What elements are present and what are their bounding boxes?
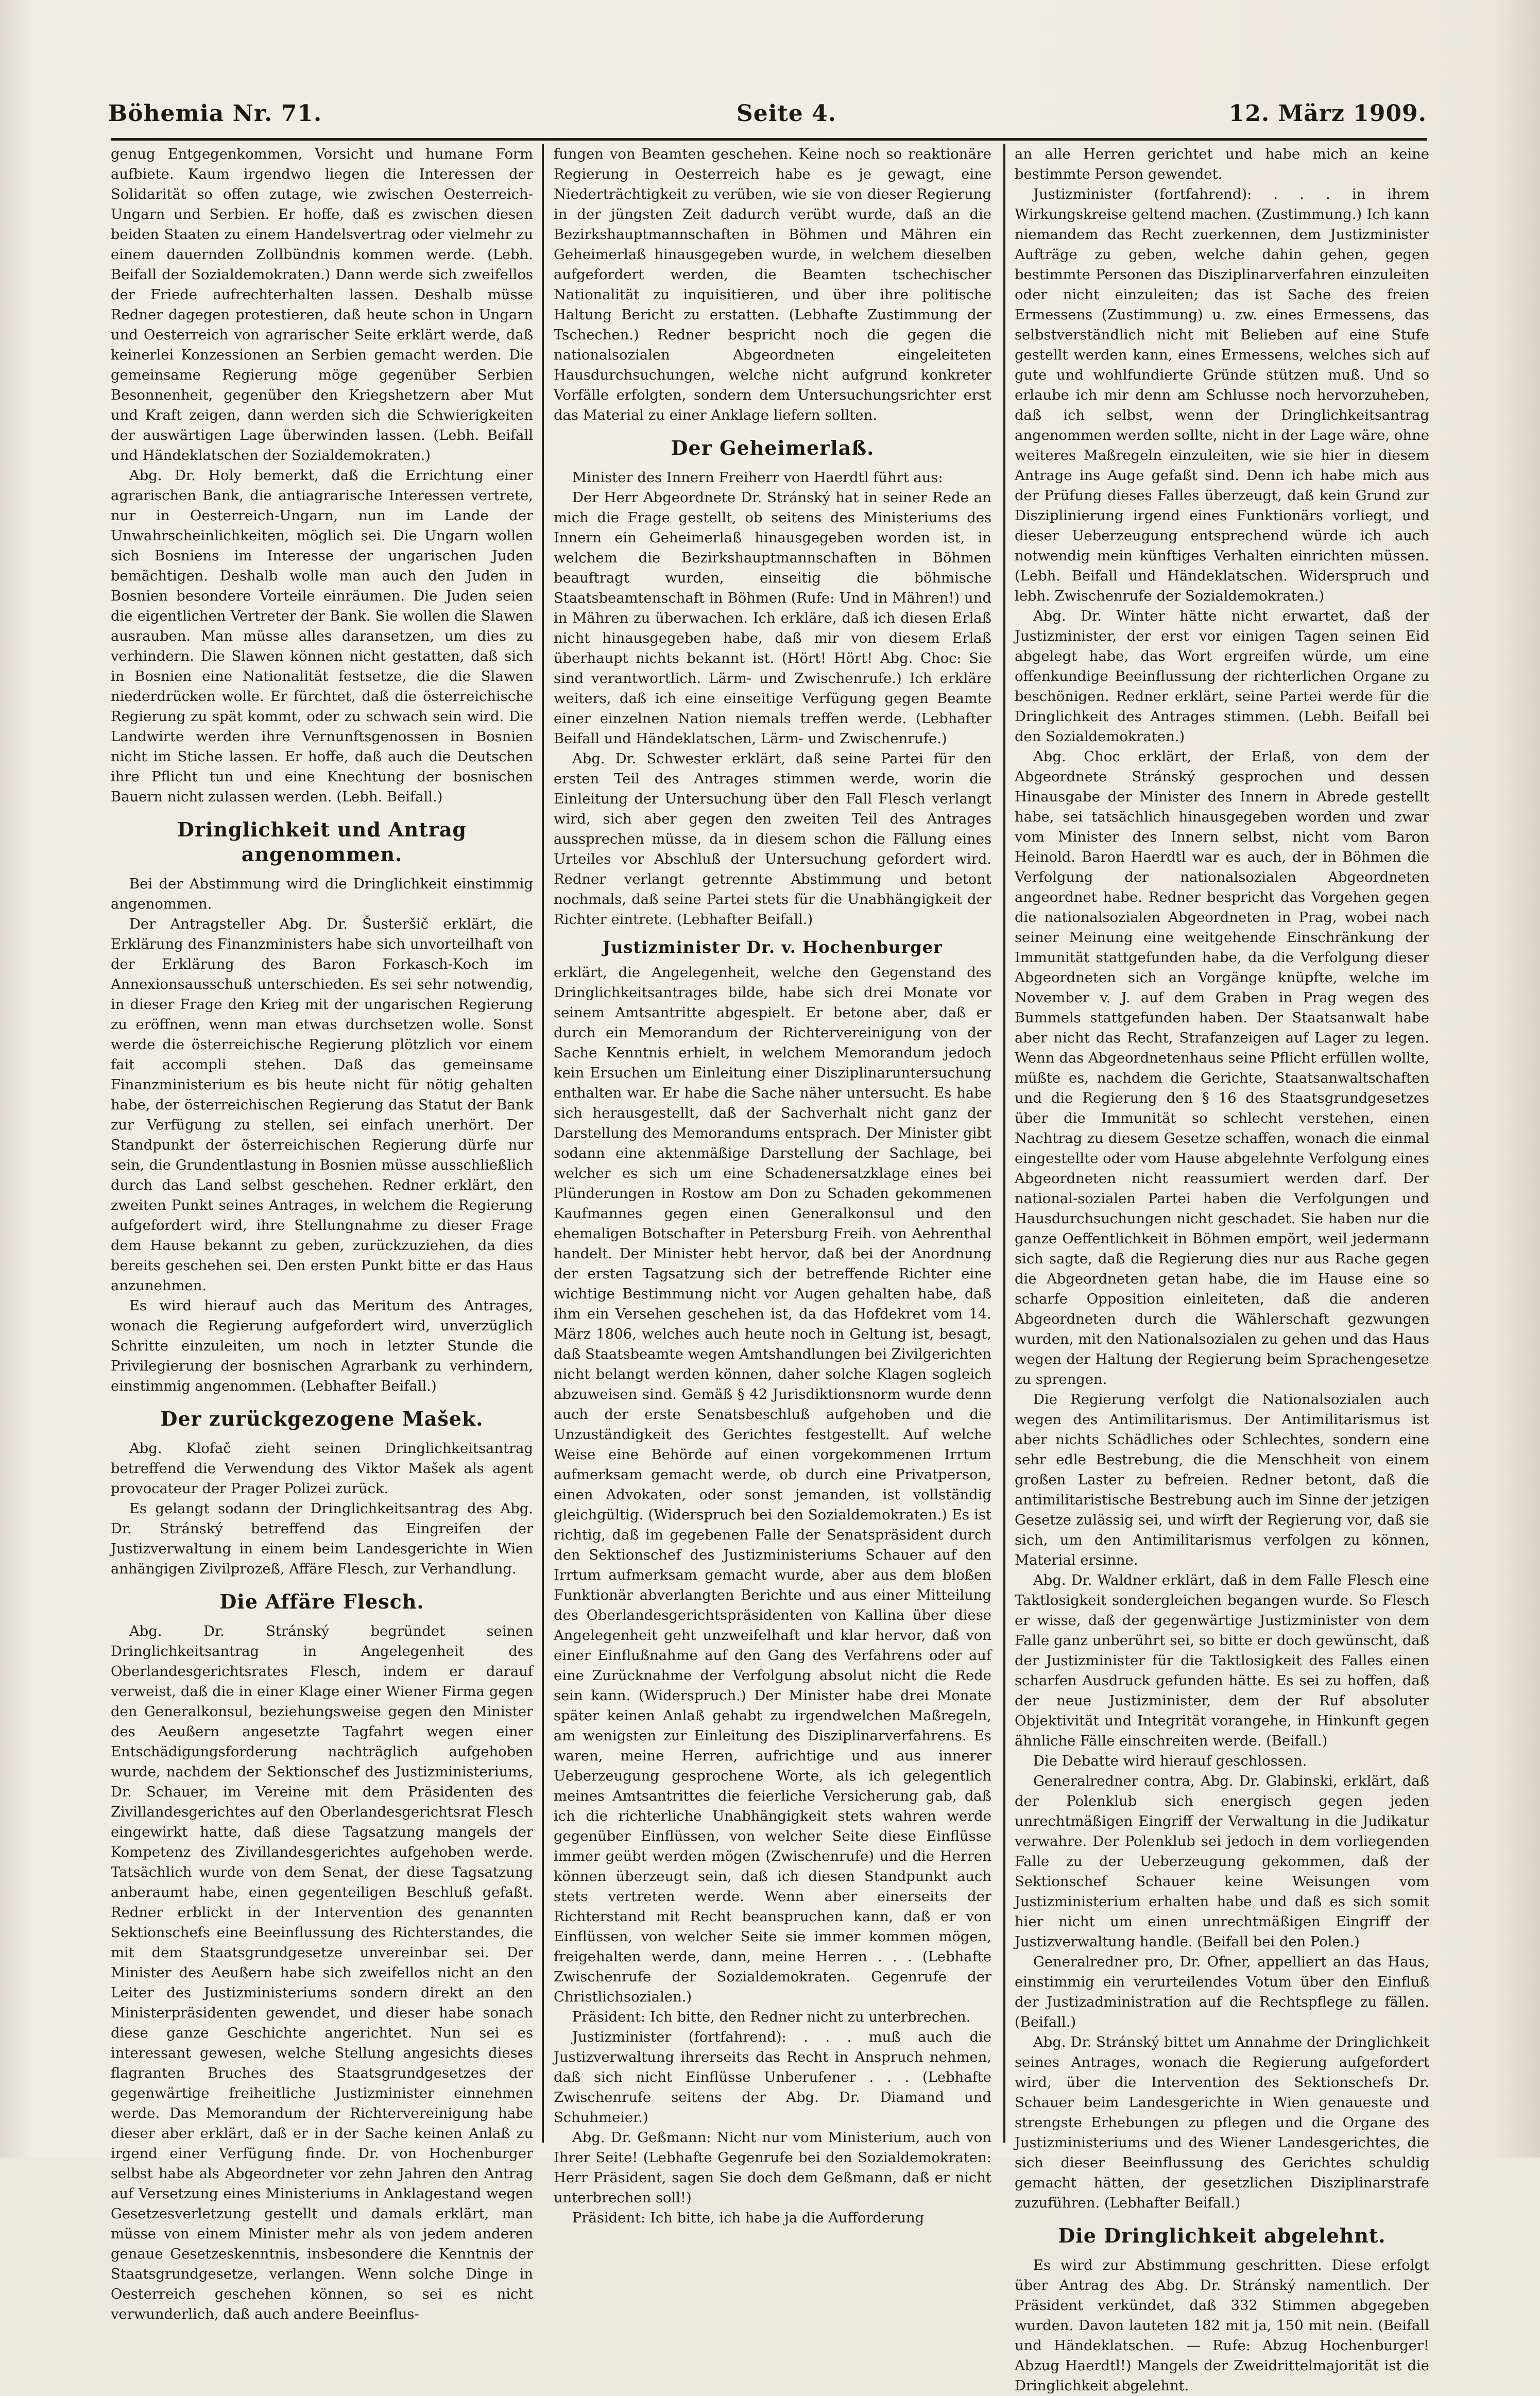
paragraph: Es gelangt sodann der Dringlichkeitsantrag des Abg. Dr. Stránský betreffend das Eingreifen der Justizverwaltung in einem beim Landesgerichte in Wien anhängigen Zivilprozeß, Affäre Flesch, zur Verhandlung. [111,1501,533,1577]
paragraph: Minister des Innern Freiherr von Haerdtl führt aus: [572,470,943,486]
section-heading: Dringlichkeit und Antrag angenommen. [177,818,467,866]
paragraph: genug Entgegenkommen, Vorsicht und humane Form aufbiete. Kaum irgendwo liegen die Interessen der Solidarität so offen zutage, wie zwischen Oesterreich-Ungarn und Serbien. Er hoffe, daß es zwischen diesen beiden Staaten zu einem Handelsvertrag oder vielmehr zu einem dauernden Zollbündnis kommen werde. (Lebh. Beifall der Sozialdemokraten.) Dann werde sich zweifellos der Friede aufrechterhalten lassen. Deshalb müsse Redner dagegen protestieren, daß heute schon in Ungarn und Oesterreich von agrarischer Seite erklärt werde, daß keinerlei Konzessionen an Serbien gemacht werden. Die gemeinsame Regierung möge gegenüber Serbien Besonnenheit, gegenüber den Kriegshetzern aber Mut und Kraft zeigen, dann werden sich die Schwierigkeiten der auswärtigen Lage überwinden lassen. (Lebh. Beifall und Händeklatschen der Sozialdemokraten.) [111,146,533,464]
paragraph: Präsident: Ich bitte, ich habe ja die Aufforderung [572,2210,925,2226]
paragraph: Abg. Dr. Winter hätte nicht erwartet, daß der Justizminister, der erst vor einigen Tagen seinen Eid abgelegt habe, das Wort ergreifen würde, um eine offenkundige Beeinflussung der richterlichen Organe zu beschönigen. Redner erklärt, seine Partei werde für die Dringlichkeit des Antrages stimmen. (Lebh. Beifall bei den Sozialdemokraten.) [1015,608,1429,745]
paragraph: Generalredner contra, Abg. Dr. Glabinski, erklärt, daß der Polenklub sich energisch gegen jeden unrechtmäßigen Eingriff der Verwaltung in die Judikatur verwahre. Der Polenklub sei jedoch in dem vorliegenden Falle zu der Ueberzeugung gekommen, daß der Sektionschef Schauer keine Weisungen vom Justizministerium erhalten habe und daß es sich somit hier nicht um einen unrechtmäßigen Eingriff der Justizverwaltung handle. (Beifall bei den Polen.) [1015,1773,1429,1950]
section-heading: Der zurückgezogene Mašek. [160,1407,484,1430]
paragraph: Präsident: Ich bitte, den Redner nicht zu unterbrechen. [572,2009,971,2025]
paragraph: Es wird zur Abstimmung geschritten. Diese erfolgt über Antrag des Abg. Dr. Stránský namentlich. Der Präsident verkündet, daß 332 Stimmen abgegeben wurden. Davon lauteten 182 mit ja, 150 mit nein. (Beifall und Händeklatschen. — Rufe: Abzug Hochenburger! Abzug Haerdtl!) Mangels der Zweidrittelmajorität ist die Dringlichkeit abgelehnt. [1015,2257,1429,2394]
paragraph: an alle Herren gerichtet und habe mich an keine bestimmte Person gewendet. [1015,146,1429,182]
paragraph: Abg. Dr. Waldner erklärt, daß in dem Falle Flesch eine Taktlosigkeit sondergleichen begangen wurde. So Flesch er wisse, daß der gegenwärtige Justizminister von dem Falle ganz unberührt sei, so bitte er doch gewünscht, daß der Justizminister für die Taktlosigkeit des Falles einen scharfen Ausdruck gefunden hätte. Es sei zu hoffen, daß der neue Justizminister, dem der Ruf absoluter Objektivität und Integrität vorangehe, in Hinkunft gegen ähnliche Fälle einschreiten werde. (Beifall.) [1015,1572,1429,1749]
paragraph: Es wird hierauf auch das Meritum des Antrages, wonach die Regierung aufgefordert wird, unverzüglich Schritte einzuleiten, um noch in letzter Stunde die Privilegierung der bosnischen Agrarbank zu verhindern, einstimmig angenommen. (Lebhafter Beifall.) [111,1298,533,1394]
paragraph: Die Debatte wird hierauf geschlossen. [1033,1753,1307,1769]
paragraph: Abg. Dr. Schwester erklärt, daß seine Partei für den ersten Teil des Antrages stimmen werde, worin die Einleitung der Untersuchung über den Fall Flesch verlangt wird, sich aber gegen den zweiten Teil des Antrages aussprechen müsse, da in diesem schon die Fällung eines Urteiles vor Abschluß der Untersuchung gefordert wird. Redner verlangt getrennte Abstimmung und betont nochmals, daß seine Partei stets für die Unabhängigkeit der Richter eintrete. (Lebhafter Beifall.) [554,751,991,928]
page-number: Seite 4. [737,100,837,127]
column-3 [1015,144,1429,2394]
section-heading: Die Affäre Flesch. [219,1590,424,1613]
paragraph: fungen von Beamten geschehen. Keine noch so reaktionäre Regierung in Oesterreich habe es je gewagt, eine Niederträchtigkeit zu verüben, wie sie von dieser Regierung in der jüngsten Zeit dadurch verübt wurde, daß an die Bezirkshauptmannschaften in Böhmen und Mähren ein Geheimerlaß hinausgegeben wurde, in welchem dieselben aufgefordert werden, die Beamten tschechischer Nationalität zu inquisitieren, und über ihre politische Haltung Bericht zu erstatten. (Lebhafte Zustimmung der Tschechen.) Redner bespricht noch die gegen die nationalsozialen Abgeordneten eingeleiteten Hausdurchsuchungen, welche nicht aufgrund konkreter Vorfälle erfolgten, sondern dem Untersuchungsrichter erst das Material zu einer Anklage liefern sollten. [554,146,991,423]
paragraph: Der Antragsteller Abg. Dr. Šusteršič erklärt, die Erklärung des Finanzministers habe sich unvorteilhaft von der Erklärung des Baron Forkasch-Koch im Annexionsausschuß unterschieden. Es sei sehr notwendig, in dieser Frage den Krieg mit der ungarischen Regierung zu eröffnen, wenn man etwas durchsetzen wolle. Sonst werde die österreichische Regierung plötzlich vor einem fait accompli stehen. Daß das gemeinsame Finanzministerium es bis heute nicht für nötig gehalten habe, der österreichischen Regierung das Statut der Bank zur Verfügung zu stellen, sei einfach unerhört. Der Standpunkt der österreichischen Regierung dürfe nur sein, die Grundentlastung in Bosnien müsse ausschließlich durch das Land selbst geschehen. Redner erklärt, den zweiten Punkt seines Antrages, in welchem die Regierung aufgefordert wird, ihre Stellungnahme zu dieser Frage dem Hause bekannt zu geben, zurückzuziehen, da dies bereits geschehen sei. Den ersten Punkt bitte er das Haus anzunehmen. [111,916,533,1294]
column-rule-2 [1003,144,1005,2143]
paragraph: Abg. Choc erklärt, der Erlaß, von dem der Abgeordnete Stránský gesprochen und dessen Hinausgabe der Minister des Innern in Abrede gestellt habe, sei tatsächlich hinausgegeben worden und zwar vom Minister des Innern selbst, nicht vom Baron Heinold. Baron Haerdtl war es auch, der in Böhmen die Verfolgung der nationalsozialen Abgeordneten angeordnet habe. Redner bespricht das Vorgehen gegen die nationalsozialen Abgeordneten in Prag, wobei nach seiner Meinung eine weitgehende Einschränkung der Immunität stattgefunden habe, da die Verfolgung dieser Abgeordneten sich an Vorgänge knüpfte, welche im November v. J. auf dem Graben in Prag wegen des Bummels stattgefunden haben. Der Staatsanwalt habe aber nicht das Recht, Strafanzeigen auf Lager zu legen. Wenn das Abgeordnetenhaus seine Pflicht erfüllen wollte, müßte es, nachdem die Gerichte, Staatsanwaltschaften und die Regierung den § 16 des Staatsgrundgesetzes über die Immunität so schlecht verstehen, einen Nachtrag zu diesem Gesetze schaffen, wonach die einmal eingestellte oder vom Hause abgelehnte Verfolgung eines Abgeordneten nicht reassumiert werden darf. Der national-sozialen Partei haben die Verfolgungen und Hausdurchsuchungen nicht geschadet. Sie haben nur die ganze Oeffentlichkeit in Böhmen empört, weil jedermann sich sagte, daß die Regierung dies nur aus Rache gegen die Abgeordneten getan habe, die im Hause eine so scharfe Opposition einleiteten, daß die anderen Abgeordneten durch die Wählerschaft gezwungen wurden, mit den Nationalsozialen zu gehen und das Haus wegen der Haltung der Regierung beim Sprachengesetze zu sprengen. [1015,749,1429,1388]
paragraph: Die Regierung verfolgt die Nationalsozialen auch wegen des Antimilitarismus. Der Antimilitarismus ist aber nichts Schädliches oder Schlechtes, sondern eine sehr edle Bestrebung, die die Menschheit von einem großen Laster zu befreien. Redner betont, daß die antimilitaristische Bestrebung auch im Sinne der jetzigen Gesetze zulässig sei, und wirft der Regierung vor, daß sie sich, um den Antimilitarismus verfolgen zu können, Material ersinne. [1015,1392,1429,1568]
masthead-issue: Böhemia Nr. 71. [108,100,322,127]
header-rule [111,138,1427,141]
paragraph: Justizminister (fortfahrend): . . . muß auch die Justizverwaltung ihrerseits das Recht in Anspruch nehmen, daß sich nicht Einflüsse Unberufener . . . (Lebhafte Zwischenrufe seitens der Abg. Dr. Diamand und Schuhmeier.) [554,2029,991,2126]
section-heading: Der Geheimerlaß. [671,436,875,459]
paragraph: Abg. Dr. Holy bemerkt, daß die Errichtung einer agrarischen Bank, die antiagrarische Interessen vertrete, nur in Oesterreich-Ungarn, nun im Lande der Unwahrscheinlichkeiten, möglich sei. Die Ungarn wollen sich Bosniens im Interesse der ungarischen Juden bemächtigen. Deshalb wolle man auch den Juden in Bosnien besondere Vorteile einräumen. Die Juden seien die eigentlichen Vertreter der Bank. Sie wollen die Slawen ausrauben. Man müsse alles daransetzen, um dies zu verhindern. Die Slawen können nicht gestatten, daß sich in Bosnien eine Nationalität festsetze, die die Slawen niederdrücken wolle. Er fürchtet, daß die österreichische Regierung zu spät kommt, oder zu schwach sein wird. Die Landwirte werden ihre Vernunftsgenossen in Bosnien nicht im Stiche lassen. Er hoffe, daß auch die Deutschen ihre Pflicht tun und eine Knechtung der bosnischen Bauern nicht zulassen werden. (Lebh. Beifall.) [111,468,533,805]
section-heading: Die Dringlichkeit abgelehnt. [1058,2224,1386,2247]
speaker-heading: Justizminister Dr. v. Hochenburger [603,937,943,957]
paragraph: Justizminister (fortfahrend): . . . in ihrem Wirkungskreise geltend machen. (Zustimmung.) Ich kann niemandem das Recht zuerkennen, dem Justizminister Aufträge zu geben, welche dahin gehen, gegen bestimmte Personen das Disziplinarverfahren einzuleiten oder nicht einzuleiten; das ist Sache des freien Ermessens (Zustimmung) u. zw. eines Ermessens, das selbstverständlich nicht mit Belieben auf eine Stufe gestellt werden kann, eines Ermessens, welches sich auf gute und wohlfundierte Gründe stützen muß. Und so erlaube ich mir denn am Schlusse noch hervorzuheben, daß ich selbst, wenn der Dringlichkeitsantrag angenommen werden sollte, nicht in der Lage wäre, ohne weiteres Maßregeln einzuleiten, wie sie hier in diesem Antrage ins Auge gefaßt sind. Denn ich habe mich aus der Prüfung dieses Falles überzeugt, daß kein Grund zur Disziplinierung irgend eines Funktionärs vorliegt, und dieser Ueberzeugung entsprechend würde ich auch notwendig mein künftiges Verhalten einrichten müssen. (Lebh. Beifall und Händeklatschen. Widerspruch und lebh. Zwischenrufe der Sozialdemokraten.) [1015,186,1429,604]
paragraph: Bei der Abstimmung wird die Dringlichkeit einstimmig angenommen. [111,876,533,912]
paragraph: Abg. Dr. Stránský begründet seinen Dringlichkeitsantrag in Angelegenheit des Oberlandesgerichtsrates Flesch, indem er darauf verweist, daß die in einer Klage einer Wiener Firma gegen den Generalkonsul, beziehungsweise gegen den Minister des Aeußern angesetzte Tagfahrt wegen einer Entschädigungsforderung nachträglich aufgehoben wurde, nachdem der Sektionschef des Justizministeriums, Dr. Schauer, im Vereine mit dem Präsidenten des Zivillandesgerichtes auf den Oberlandesgerichtsrat Flesch eingewirkt hatte, daß diese Tagsatzung mangels der Kompetenz des Zivillandesgerichtes aufgehoben werde. Tatsächlich wurde von dem Senat, der diese Tagsatzung anberaumt habe, einen gegenteiligen Beschluß gefaßt. Redner erblickt in der Intervention des genannten Sektionschefs eine Beeinflussung des Richterstandes, die mit dem Staatsgrundgesetze unvereinbar sei. Der Minister des Aeußern habe sich zweifellos nicht an den Leiter des Justizministeriums sondern direkt an den Ministerpräsidenten gewendet, und dieser habe sonach diese ganze Geschichte angerichtet. Nun sei es interessant gewesen, welche Stellung angesichts dieses flagranten Bruches des Staatsgrundgesetzes der gegenwärtige freiheitliche Justizminister einnehmen werde. Das Memorandum der Richtervereinigung habe dieser aber erklärt, daß er in der Sache keinen Anlaß zu irgend einer Verfügung finde. Dr. von Hochenburger selbst habe als Abgeordneter vor zehn Jahren den Antrag auf Versetzung eines Ministeriums in Anklagestand wegen Gesetzesverletzung gestellt und damals erklärt, man müsse von einem Minister mehr als von jedem anderen genaue Gesetzeskenntnis, insbesondere die Kenntnis der Staatsgrundgesetze, verlangen. Wenn solche Dinge in Oesterreich geschehen können, so sei es nicht verwunderlich, daß auch andere Beeinflus- [111,1623,533,2322]
paragraph: Der Herr Abgeordnete Dr. Stránský hat in seiner Rede an mich die Frage gestellt, ob seitens des Ministeriums des Innern ein Geheimerlaß hinausgegeben worden ist, in welchem die Bezirkshauptmannschaften in Böhmen beauftragt wurden, einseitig die böhmische Staatsbeamtenschaft in Böhmen (Rufe: Und in Mähren!) und in Mähren zu überwachen. Ich erkläre, daß ich diesen Erlaß nicht hinausgegeben habe, daß mir von diesem Erlaß überhaupt nichts bekannt ist. (Hört! Hört! Abg. Choc: Sie sind verantwortlich. Lärm- und Zwischenrufe.) Ich erkläre weiters, daß ich eine einseitige Verfügung gegen Beamte einer einzelnen Nation niemals treffen werde. (Lebhafter Beifall und Händeklatschen, Lärm- und Zwischenrufe.) [554,490,991,747]
column-2 [554,144,991,2226]
issue-date: 12. März 1909. [1228,100,1427,127]
column-rule-1 [542,144,544,2143]
page-header [108,100,1427,136]
paragraph: Abg. Klofač zieht seinen Dringlichkeitsantrag betreffend die Verwendung des Viktor Mašek als agent provocateur der Prager Polizei zurück. [111,1441,533,1497]
paragraph: erklärt, die Angelegenheit, welche den Gegenstand des Dringlichkeitsantrages bilde, habe sich drei Monate vor seinem Amtsantritte abgespielt. Er betone aber, daß er durch ein Memorandum der Richtervereinigung von der Sache Kenntnis erhielt, in welchem Memorandum jedoch kein Ersuchen um Einleitung einer Disziplinaruntersuchung enthalten war. Er habe die Sache näher untersucht. Es habe sich herausgestellt, daß der Sachverhalt nicht ganz der Darstellung des Memorandums entsprach. Der Minister gibt sodann eine aktenmäßige Darstellung der Sachlage, bei welcher es sich um eine Schadenersatzklage eines bei Plünderungen in Rostow am Don zu Schaden gekommenen Kaufmannes gegen einen Generalkonsul und den ehemaligen Botschafter in Petersburg Freih. von Aehrenthal handelt. Der Minister hebt hervor, daß bei der Anordnung der ersten Tagsatzung sich der betreffende Richter eine wichtige Bestimmung nicht vor Augen gehalten habe, daß ihm ein Versehen geschehen ist, da das Hofdekret vom 14. März 1806, welches auch heute noch in Geltung ist, besagt, daß Staatsbeamte wegen Amtshandlungen bei Zivilgerichten nicht belangt werden können, daher solche Klagen sogleich abzuweisen sind. Gemäß § 42 Jurisdiktionsnorm wurde denn auch der erste Senatsbeschluß aufgehoben und die Unzuständigkeit des Gerichtes festgestellt. Auf welche Weise eine Behörde auf einen vorgekommenen Irrtum aufmerksam gemacht werde, ob durch eine Privatperson, einen Advokaten, oder sonst jemanden, ist vollständig gleichgültig. (Widerspruch bei den Sozialdemokraten.) Es ist richtig, daß im gegebenen Falle der Senatspräsident durch den Sektionschef des Justizministeriums Schauer auf den Irrtum aufmerksam gemacht wurde, aber aus dem bloßen Funktionär abverlangten Berichte und aus einer Mitteilung des Oberlandesgerichtspräsidenten von Kallina über diese Angelegenheit geht unzweifelhaft und klar hervor, daß von einer Einflußnahme auf den Gang des Verfahrens oder auf eine Zurücknahme der Verfolgung absolut nicht die Rede sein kann. (Widerspruch.) Der Minister habe drei Monate später keinen Anlaß gehabt zu irgendwelchen Maßregeln, am wenigsten zur Einleitung des Disziplinarverfahrens. Es waren, meine Herren, aufrichtige und aus innerer Ueberzeugung gesprochene Worte, als ich gelegentlich meines Amtsantrittes die feierliche Versicherung gab, daß ich die richterliche Unabhängigkeit stets wahren werde gegenüber Einflüssen, von welcher Seite diese Einflüsse immer geübt werden mögen (Zwischenrufe) und die Herren können überzeugt sein, daß ich diesen Standpunkt auch stets vertreten werde. Wenn aber einerseits der Richterstand mit Recht beanspruchen kann, daß er von Einflüssen, von welcher Seite sie immer kommen mögen, freigehalten werde, dann, meine Herren . . . (Lebhafte Zwischenrufe der Sozialdemokraten. Gegenrufe der Christlichsozialen.) [554,965,991,2005]
paragraph: Generalredner pro, Dr. Ofner, appelliert an das Haus, einstimmig ein verurteilendes Votum über den Einfluß der Justizadministration auf die Rechtspflege zu fällen. (Beifall.) [1015,1954,1429,2030]
paragraph: Abg. Dr. Stránský bittet um Annahme der Dringlichkeit seines Antrages, wonach die Regierung aufgefordert wird, über die Intervention des Sektionschefs Dr. Schauer beim Landesgerichte in Wien genaueste und strengste Erhebungen zu pflegen und die Organe des Justizministeriums und des Wiener Landesgerichtes, die sich dieser Beeinflussung des Gerichtes schuldig gemacht hätten, der gesetzlichen Disziplinarstrafe zuzuführen. (Lebhafter Beifall.) [1015,2034,1429,2211]
column-1 [111,144,533,2322]
paragraph: Abg. Dr. Geßmann: Nicht nur vom Ministerium, auch von Ihrer Seite! (Lebhafte Gegenrufe bei den Sozialdemokraten: Herr Präsident, sagen Sie doch dem Geßmann, daß er nicht unterbrechen soll!) [554,2130,991,2206]
